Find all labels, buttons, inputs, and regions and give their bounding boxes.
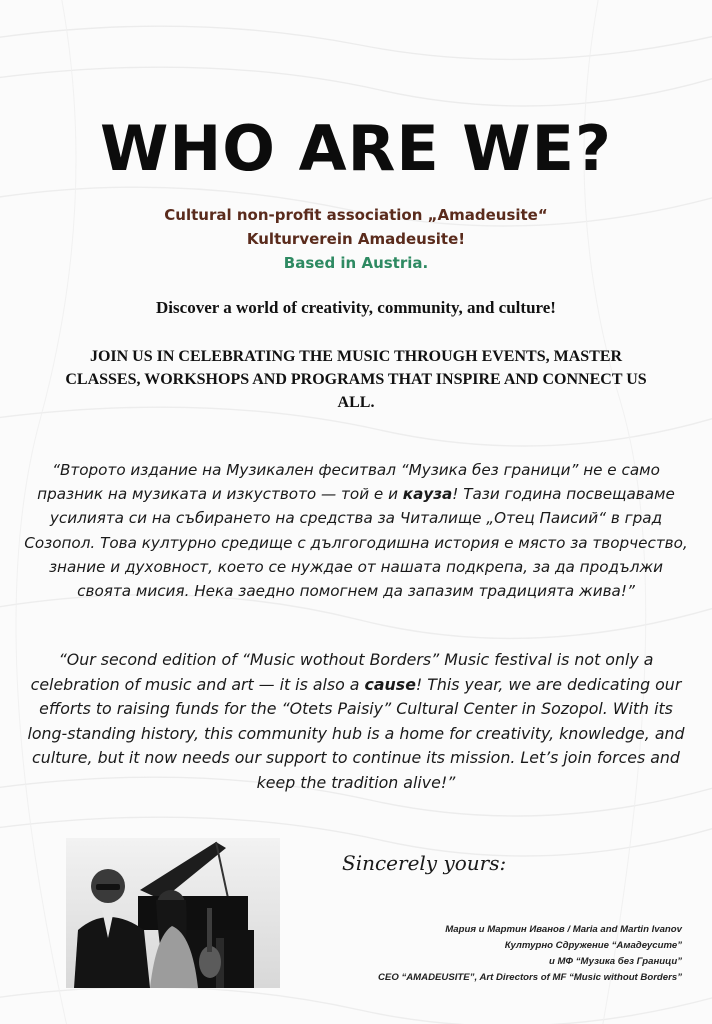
organization-location: Based in Austria. — [283, 254, 429, 272]
paragraph-bulgarian-start: “Второто издание на Музикален феситвал “Музика без граници” не е само празник на музиката и изкуството — той е и — [37, 461, 660, 504]
organization-german-name: Kulturverein Amadeusite! — [246, 230, 466, 248]
credits-block — [262, 922, 682, 986]
credit-roles: CEO “AMADEUSITE”, Art Directors of MF “Music without Borders” — [378, 972, 682, 983]
page-title: WHO ARE WE? — [100, 112, 612, 185]
paragraph-bulgarian-end: ! Тази година посвещаваме усилията си на събирането на средства за Читалище „Отец Паисий“ в град Созопол. Това културно средище с дългогодишна история е място за творчество, знание и духовност, което се нуждае от нашата подкрепа, за да продължи своята мисия. Нека заедно помогнем да запазим традицията жива!” — [24, 485, 688, 601]
organization-name: Cultural non-profit association „Amadeusite“ — [164, 206, 548, 224]
tagline: Discover a world of creativity, community, and culture! — [156, 298, 556, 317]
paragraph-bulgarian-emphasis: кауза — [402, 485, 453, 504]
paragraph-bulgarian — [22, 458, 690, 603]
paragraph-english-end: ! This year, we are dedicating our efforts to raising funds for the “Otets Paisiy” Cultural Center in Sozopol. With its long-standing history, this community hub is a home for creativity, knowledge, and culture, but it now needs our support to continue its mission. Let’s join forces and keep the tradition alive!” — [27, 674, 685, 792]
credit-names: Мария и Мартин Иванов / Maria and Martin Ivanov — [445, 924, 682, 935]
signature-label: Sincerely yours: — [342, 851, 507, 875]
signature-text — [338, 840, 538, 884]
paragraph-english — [22, 648, 690, 796]
paragraph-english-emphasis: cause — [364, 674, 416, 694]
paragraph-english-start: “Our second edition of “Music wothout Borders” Music festival is not only a celebration of music and art — it is also a — [30, 650, 654, 694]
invitation-heading: JOIN US IN CELEBRATING THE MUSIC THROUGH EVENTS, MASTER CLASSES, WORKSHOPS AND PROGRAMS THAT INSPIRE AND CONNECT US ALL. — [65, 348, 647, 411]
duo-photo-icon — [66, 838, 280, 988]
credit-association: Културно Сдружение “Амадеусите” — [504, 940, 682, 951]
credit-festival: и МФ “Музика без Граници” — [549, 956, 682, 967]
